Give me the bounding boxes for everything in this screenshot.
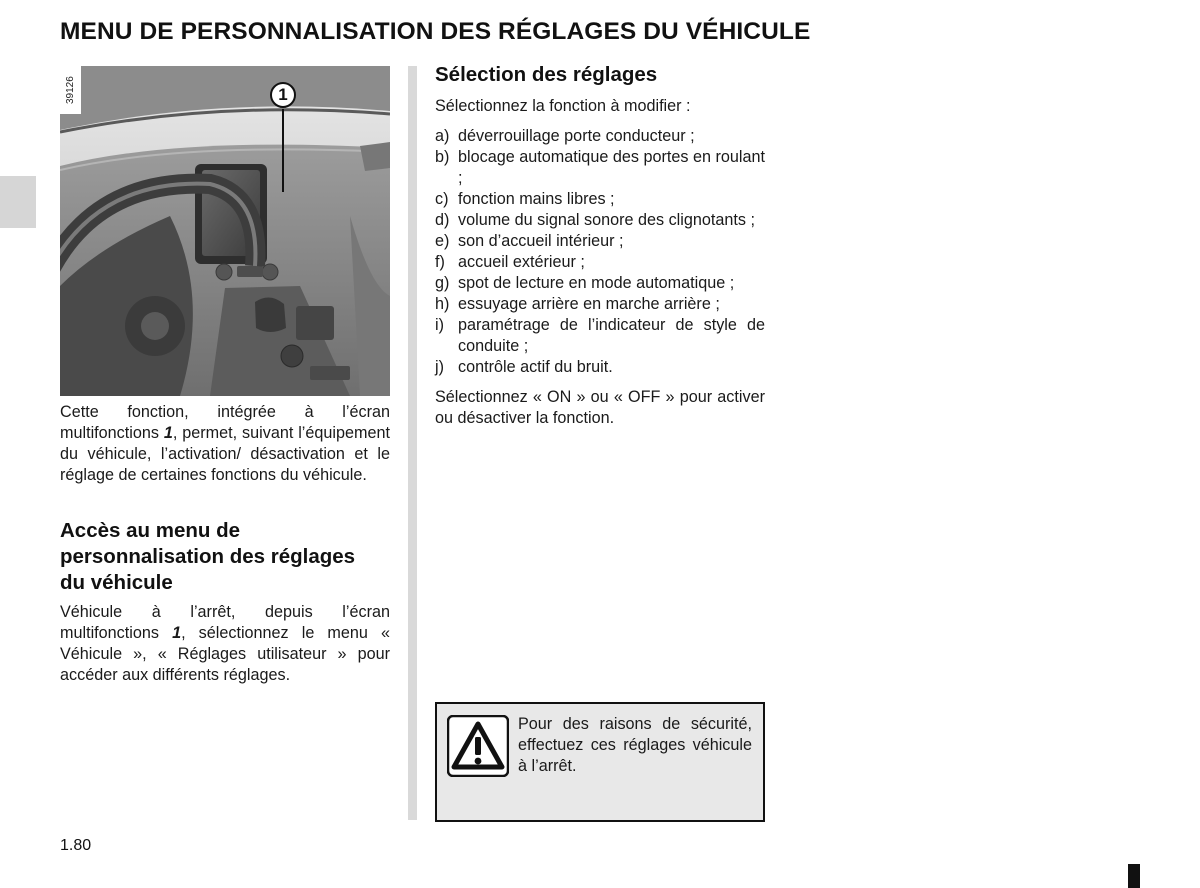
- access-heading: Accès au menu de personnalisation des réglages du véhicule: [60, 519, 356, 594]
- right-column: [435, 62, 765, 429]
- callout-leader: [60, 66, 390, 396]
- callout-reference: 1: [172, 624, 182, 642]
- list-item: h) essuyage arrière en marche arrière ;: [435, 295, 720, 313]
- list-item: b) blocage automatique des portes en roulant ;: [435, 148, 765, 187]
- corner-thumb-mark: [1128, 864, 1140, 888]
- list-item: j) contrôle actif du bruit.: [435, 358, 613, 376]
- intro-paragraph: Cette fonction, intégrée à l’écran multifonctions 1, permet, suivant l’équipement du véhicule, l’activation/ désactivation et le réglage de certaines fonctions du véhicule.: [60, 403, 390, 484]
- callout-reference: 1: [163, 424, 173, 442]
- page-title: MENU DE PERSONNALISATION DES RÉGLAGES DU VÉHICULE: [60, 18, 811, 45]
- selection-heading: Sélection des réglages: [435, 63, 658, 86]
- left-column: [60, 66, 390, 686]
- on-off-paragraph: Sélectionnez « ON » ou « OFF » pour activer ou désactiver la fonction.: [435, 388, 765, 427]
- chapter-tab: [0, 176, 36, 228]
- safety-warning-box: [435, 702, 765, 822]
- settings-options-list: [435, 126, 765, 378]
- callout-1-marker: 1: [270, 82, 296, 108]
- selection-lead: Sélectionnez la fonction à modifier :: [435, 97, 691, 115]
- dashboard-illustration: [60, 66, 390, 396]
- page-number: 1.80: [60, 837, 92, 854]
- list-item: c) fonction mains libres ;: [435, 190, 615, 208]
- figure-reference-code: 39126: [65, 76, 76, 104]
- access-paragraph: Véhicule à l’arrêt, depuis l’écran multifonctions 1, sélectionnez le menu « Véhicule », « Réglages utilisateur » pour accéder aux différents réglages.: [60, 603, 390, 684]
- list-item: g) spot de lecture en mode automatique ;: [435, 274, 735, 292]
- warning-text: Pour des raisons de sécurité, effectuez ces réglages véhicule à l’arrêt.: [518, 715, 752, 775]
- warning-triangle-icon: [447, 715, 509, 777]
- column-divider: [408, 66, 417, 820]
- list-item: a) déverrouillage porte conducteur ;: [435, 127, 695, 145]
- list-item: i) paramétrage de l’indicateur de style de conduite ;: [435, 316, 765, 355]
- list-item: e) son d’accueil intérieur ;: [435, 232, 624, 250]
- list-item: f) accueil extérieur ;: [435, 253, 585, 271]
- list-item: d) volume du signal sonore des clignotants ;: [435, 211, 755, 229]
